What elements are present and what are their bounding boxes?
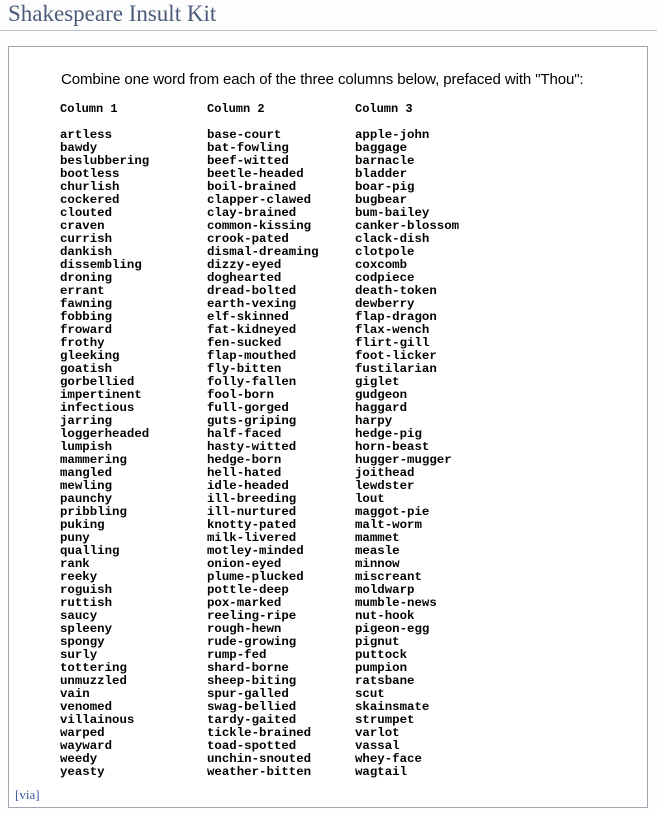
- column-3-word: ratsbane: [355, 674, 415, 688]
- column-2-word: rough-hewn: [207, 622, 282, 636]
- column-1-word-list: [60, 129, 149, 779]
- column-3-word: wagtail: [355, 765, 408, 779]
- column-3-word: mumble-news: [355, 596, 437, 610]
- column-2-word: clay-brained: [207, 206, 297, 220]
- column-2-word: tardy-gaited: [207, 713, 297, 727]
- column-2-word: tickle-brained: [207, 726, 312, 740]
- column-3-word: strumpet: [355, 713, 415, 727]
- column-1-word: yeasty: [60, 765, 105, 779]
- column-2-word: bat-fowling: [207, 141, 289, 155]
- column-3-word: mammet: [355, 531, 400, 545]
- column-3-word: fustilarian: [355, 362, 437, 376]
- column-1-word: mammering: [60, 453, 127, 467]
- instructions-text: Combine one word from each of the three columns below, prefaced with "Thou":: [61, 71, 584, 88]
- column-1-word: rank: [60, 557, 90, 571]
- column-1-word: gorbellied: [60, 375, 135, 389]
- column-3-word: pignut: [355, 635, 400, 649]
- column-2-word: rude-growing: [207, 635, 297, 649]
- column-1-word: errant: [60, 284, 105, 298]
- column-2-word: half-faced: [207, 427, 282, 441]
- column-2-word: elf-skinned: [207, 310, 289, 324]
- column-1-word: clouted: [60, 206, 113, 220]
- column-3-word: lewdster: [355, 479, 415, 493]
- column-3-word: pigeon-egg: [355, 622, 430, 636]
- column-2-word: crook-pated: [207, 232, 289, 246]
- column-3-word: flax-wench: [355, 323, 430, 337]
- column-1-word: roguish: [60, 583, 113, 597]
- column-1-word: cockered: [60, 193, 120, 207]
- column-3-word: coxcomb: [355, 258, 408, 272]
- column-2-word: fat-kidneyed: [207, 323, 297, 337]
- column-2-word: motley-minded: [207, 544, 304, 558]
- column-1-word: beslubbering: [60, 154, 150, 168]
- column-3-word: varlot: [355, 726, 400, 740]
- column-3-word: codpiece: [355, 271, 415, 285]
- column-1-word: froward: [60, 323, 113, 337]
- column-2-word: boil-brained: [207, 180, 297, 194]
- column-2-word: dread-bolted: [207, 284, 297, 298]
- column-3-word: hedge-pig: [355, 427, 422, 441]
- column-2-word: pottle-deep: [207, 583, 289, 597]
- column-3-word: maggot-pie: [355, 505, 430, 519]
- column-1-word: jarring: [60, 414, 113, 428]
- column-1-word: fawning: [60, 297, 113, 311]
- column-1-word: puking: [60, 518, 105, 532]
- column-2-word: plume-plucked: [207, 570, 304, 584]
- column-1-word: fobbing: [60, 310, 113, 324]
- column-2-word: knotty-pated: [207, 518, 297, 532]
- column-2-word: hell-hated: [207, 466, 282, 480]
- column-2-word: pox-marked: [207, 596, 282, 610]
- column-2-word: sheep-biting: [207, 674, 297, 688]
- column-3-word: gudgeon: [355, 388, 408, 402]
- column-1-word: puny: [60, 531, 90, 545]
- column-2-word: fool-born: [207, 388, 274, 402]
- column-1-word: ruttish: [60, 596, 113, 610]
- column-2-word: flap-mouthed: [207, 349, 297, 363]
- column-1-word: impertinent: [60, 388, 142, 402]
- column-3-word: haggard: [355, 401, 408, 415]
- column-3-word: barnacle: [355, 154, 415, 168]
- insult-kit-image: [8, 46, 648, 808]
- column-2-word: onion-eyed: [207, 557, 282, 571]
- column-3-word: flirt-gill: [355, 336, 430, 350]
- column-1-word: venomed: [60, 700, 113, 714]
- column-1-word: saucy: [60, 609, 98, 623]
- column-1-word: droning: [60, 271, 113, 285]
- column-2-word: idle-headed: [207, 479, 289, 493]
- column-2-word: dismal-dreaming: [207, 245, 319, 259]
- column-3-word: harpy: [355, 414, 393, 428]
- column-1-header: Column 1: [60, 102, 118, 116]
- column-3-word: dewberry: [355, 297, 415, 311]
- column-3-word: pumpion: [355, 661, 408, 675]
- column-1-word: spongy: [60, 635, 105, 649]
- column-2-word: hedge-born: [207, 453, 282, 467]
- column-1-word: villainous: [60, 713, 135, 727]
- column-3-word: giglet: [355, 375, 400, 389]
- column-1-word: bawdy: [60, 141, 98, 155]
- column-2-word: common-kissing: [207, 219, 312, 233]
- column-1-word: frothy: [60, 336, 105, 350]
- column-1-word: vain: [60, 687, 90, 701]
- column-2-header: Column 2: [207, 102, 265, 116]
- column-1-word: loggerheaded: [60, 427, 150, 441]
- column-3-word: baggage: [355, 141, 408, 155]
- column-1-word: tottering: [60, 661, 127, 675]
- column-2-word: shard-borne: [207, 661, 289, 675]
- column-3-word: boar-pig: [355, 180, 415, 194]
- column-1-word: craven: [60, 219, 105, 233]
- column-3-word: horn-beast: [355, 440, 430, 454]
- column-3-word: clotpole: [355, 245, 415, 259]
- column-1-word: artless: [60, 128, 113, 142]
- column-3-header: Column 3: [355, 102, 413, 116]
- column-2-word: beetle-headed: [207, 167, 304, 181]
- page-title: Shakespeare Insult Kit: [8, 1, 217, 26]
- column-1: [60, 103, 149, 779]
- column-1-word: goatish: [60, 362, 113, 376]
- column-3-word: hugger-mugger: [355, 453, 452, 467]
- column-2-word: guts-griping: [207, 414, 297, 428]
- column-3-word-list: [355, 129, 459, 779]
- column-3-word: joithead: [355, 466, 415, 480]
- column-3-word: miscreant: [355, 570, 422, 584]
- column-2-word: clapper-clawed: [207, 193, 312, 207]
- column-1-word: infectious: [60, 401, 135, 415]
- column-1-word: dankish: [60, 245, 113, 259]
- column-1-word: mangled: [60, 466, 113, 480]
- column-3-word: flap-dragon: [355, 310, 437, 324]
- column-3: [355, 103, 459, 779]
- column-2-word: reeling-ripe: [207, 609, 297, 623]
- column-3-word: foot-licker: [355, 349, 437, 363]
- column-2-word: swag-bellied: [207, 700, 297, 714]
- column-1-word: weedy: [60, 752, 98, 766]
- column-2-word: doghearted: [207, 271, 282, 285]
- column-2-word: folly-fallen: [207, 375, 297, 389]
- column-1-word: surly: [60, 648, 98, 662]
- column-2-word: ill-breeding: [207, 492, 297, 506]
- column-1-word: mewling: [60, 479, 113, 493]
- column-3-word: moldwarp: [355, 583, 415, 597]
- column-2-word: rump-fed: [207, 648, 267, 662]
- column-2-word: unchin-snouted: [207, 752, 312, 766]
- via-link[interactable]: [via]: [15, 787, 40, 802]
- column-3-word: whey-face: [355, 752, 422, 766]
- column-3-word: scut: [355, 687, 385, 701]
- column-1-word: warped: [60, 726, 105, 740]
- column-3-word: bugbear: [355, 193, 408, 207]
- column-2-word: hasty-witted: [207, 440, 297, 454]
- column-2-word: fly-bitten: [207, 362, 282, 376]
- column-1-word: wayward: [60, 739, 113, 753]
- column-3-word: skainsmate: [355, 700, 430, 714]
- column-3-word: bum-bailey: [355, 206, 430, 220]
- column-3-word: minnow: [355, 557, 400, 571]
- column-1-word: gleeking: [60, 349, 120, 363]
- column-3-word: nut-hook: [355, 609, 415, 623]
- column-3-word: puttock: [355, 648, 408, 662]
- column-3-word: vassal: [355, 739, 400, 753]
- column-1-word: spleeny: [60, 622, 113, 636]
- column-1-word: paunchy: [60, 492, 113, 506]
- column-1-word: dissembling: [60, 258, 142, 272]
- column-3-word: lout: [355, 492, 385, 506]
- column-2-word: fen-sucked: [207, 336, 282, 350]
- column-2-word: milk-livered: [207, 531, 297, 545]
- column-3-word: apple-john: [355, 128, 430, 142]
- title-divider: [0, 30, 657, 31]
- column-2-word: ill-nurtured: [207, 505, 297, 519]
- column-3-word: clack-dish: [355, 232, 430, 246]
- column-3-word: death-token: [355, 284, 437, 298]
- column-2: [207, 103, 319, 779]
- column-1-word: qualling: [60, 544, 120, 558]
- column-1-word: unmuzzled: [60, 674, 127, 688]
- column-1-word: lumpish: [60, 440, 113, 454]
- column-2-word: spur-galled: [207, 687, 289, 701]
- column-3-word: malt-worm: [355, 518, 422, 532]
- column-1-word: currish: [60, 232, 113, 246]
- column-2-word: earth-vexing: [207, 297, 297, 311]
- column-2-word: full-gorged: [207, 401, 289, 415]
- column-3-word: measle: [355, 544, 400, 558]
- column-2-word: toad-spotted: [207, 739, 297, 753]
- column-1-word: pribbling: [60, 505, 127, 519]
- column-2-word: beef-witted: [207, 154, 289, 168]
- column-3-word: canker-blossom: [355, 219, 460, 233]
- column-2-word-list: [207, 129, 319, 779]
- column-1-word: reeky: [60, 570, 98, 584]
- column-1-word: churlish: [60, 180, 120, 194]
- column-2-word: dizzy-eyed: [207, 258, 282, 272]
- column-3-word: bladder: [355, 167, 408, 181]
- column-2-word: base-court: [207, 128, 282, 142]
- column-1-word: bootless: [60, 167, 120, 181]
- column-2-word: weather-bitten: [207, 765, 312, 779]
